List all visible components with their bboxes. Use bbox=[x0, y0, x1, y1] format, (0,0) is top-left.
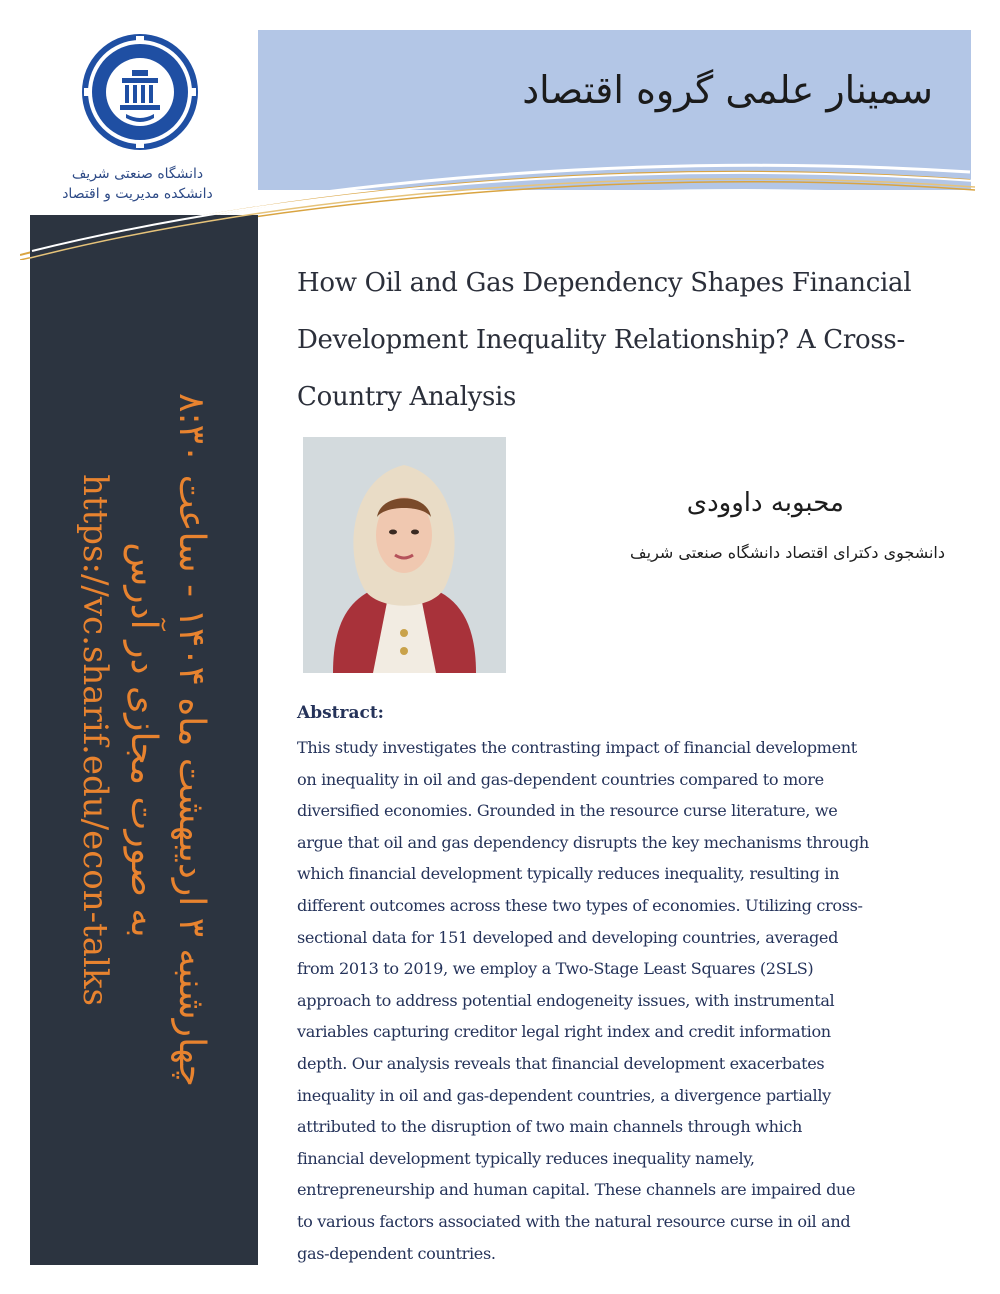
abstract-line: on inequality in oil and gas-dependent countries compared to more bbox=[297, 769, 824, 789]
talk-title-line: How Oil and Gas Dependency Shapes Financial bbox=[297, 268, 912, 298]
abstract-line: to various factors associated with the natural resource curse in oil and bbox=[297, 1211, 851, 1231]
university-name: دانشگاه صنعتی شریف bbox=[71, 166, 204, 182]
abstract-heading: Abstract: bbox=[297, 703, 384, 723]
abstract-line: gas-dependent countries. bbox=[297, 1243, 496, 1263]
university-name-block bbox=[40, 164, 235, 204]
abstract-line: variables capturing creditor legal right index and credit information bbox=[297, 1022, 831, 1042]
event-date-time: چهارشنبه ۳ اردیبهشت ماه ۱۴۰۴ - ساعت ۸:۳۰ bbox=[171, 393, 212, 1087]
abstract-line: diversified economies. Grounded in the resource curse literature, we bbox=[297, 801, 838, 821]
abstract-line: argue that oil and gas dependency disrupts the key mechanisms through bbox=[297, 832, 869, 852]
faculty-name: دانشکده مدیریت و اقتصاد bbox=[62, 186, 213, 202]
speaker-portrait-icon bbox=[303, 437, 506, 673]
abstract-body bbox=[297, 732, 959, 1269]
abstract-line: which financial development typically reduces inequality, resulting in bbox=[297, 864, 840, 884]
talk-title-line: Development Inequality Relationship? A Cross- bbox=[297, 325, 905, 355]
abstract-line: sectional data for 151 developed and developing countries, averaged bbox=[297, 927, 839, 947]
talk-title-line: Country Analysis bbox=[297, 382, 517, 412]
abstract-line: depth. Our analysis reveals that financial development exacerbates bbox=[297, 1053, 825, 1073]
speaker-name: محبوبه داوودی bbox=[686, 488, 844, 518]
seminar-title: سمینار علمی گروه اقتصاد bbox=[522, 68, 933, 112]
speaker-affiliation: دانشجوی دکترای اقتصاد دانشگاه صنعتی شریف bbox=[630, 543, 945, 562]
abstract-line: financial development typically reduces inequality namely, bbox=[297, 1148, 755, 1168]
abstract-line: inequality in oil and gas-dependent countries, a divergence partially bbox=[297, 1085, 831, 1105]
abstract-line: from 2013 to 2019, we employ a Two-Stage Least Squares (2SLS) bbox=[297, 959, 814, 979]
sharif-university-seal-icon bbox=[78, 30, 202, 154]
event-url-link[interactable]: https://vc.sharif.edu/econ-talks bbox=[75, 474, 115, 1006]
abstract-line: attributed to the disruption of two main channels through which bbox=[297, 1117, 803, 1137]
abstract-line: different outcomes across these two types of economies. Utilizing cross- bbox=[297, 895, 863, 915]
talk-title bbox=[297, 255, 957, 426]
abstract-line: This study investigates the contrasting impact of financial development bbox=[297, 738, 857, 757]
event-venue: به صورت مجازی در آدرس bbox=[123, 542, 164, 938]
abstract-line: entrepreneurship and human capital. These channels are impaired due bbox=[297, 1180, 856, 1200]
abstract-line: approach to address potential endogeneity issues, with instrumental bbox=[297, 990, 835, 1010]
